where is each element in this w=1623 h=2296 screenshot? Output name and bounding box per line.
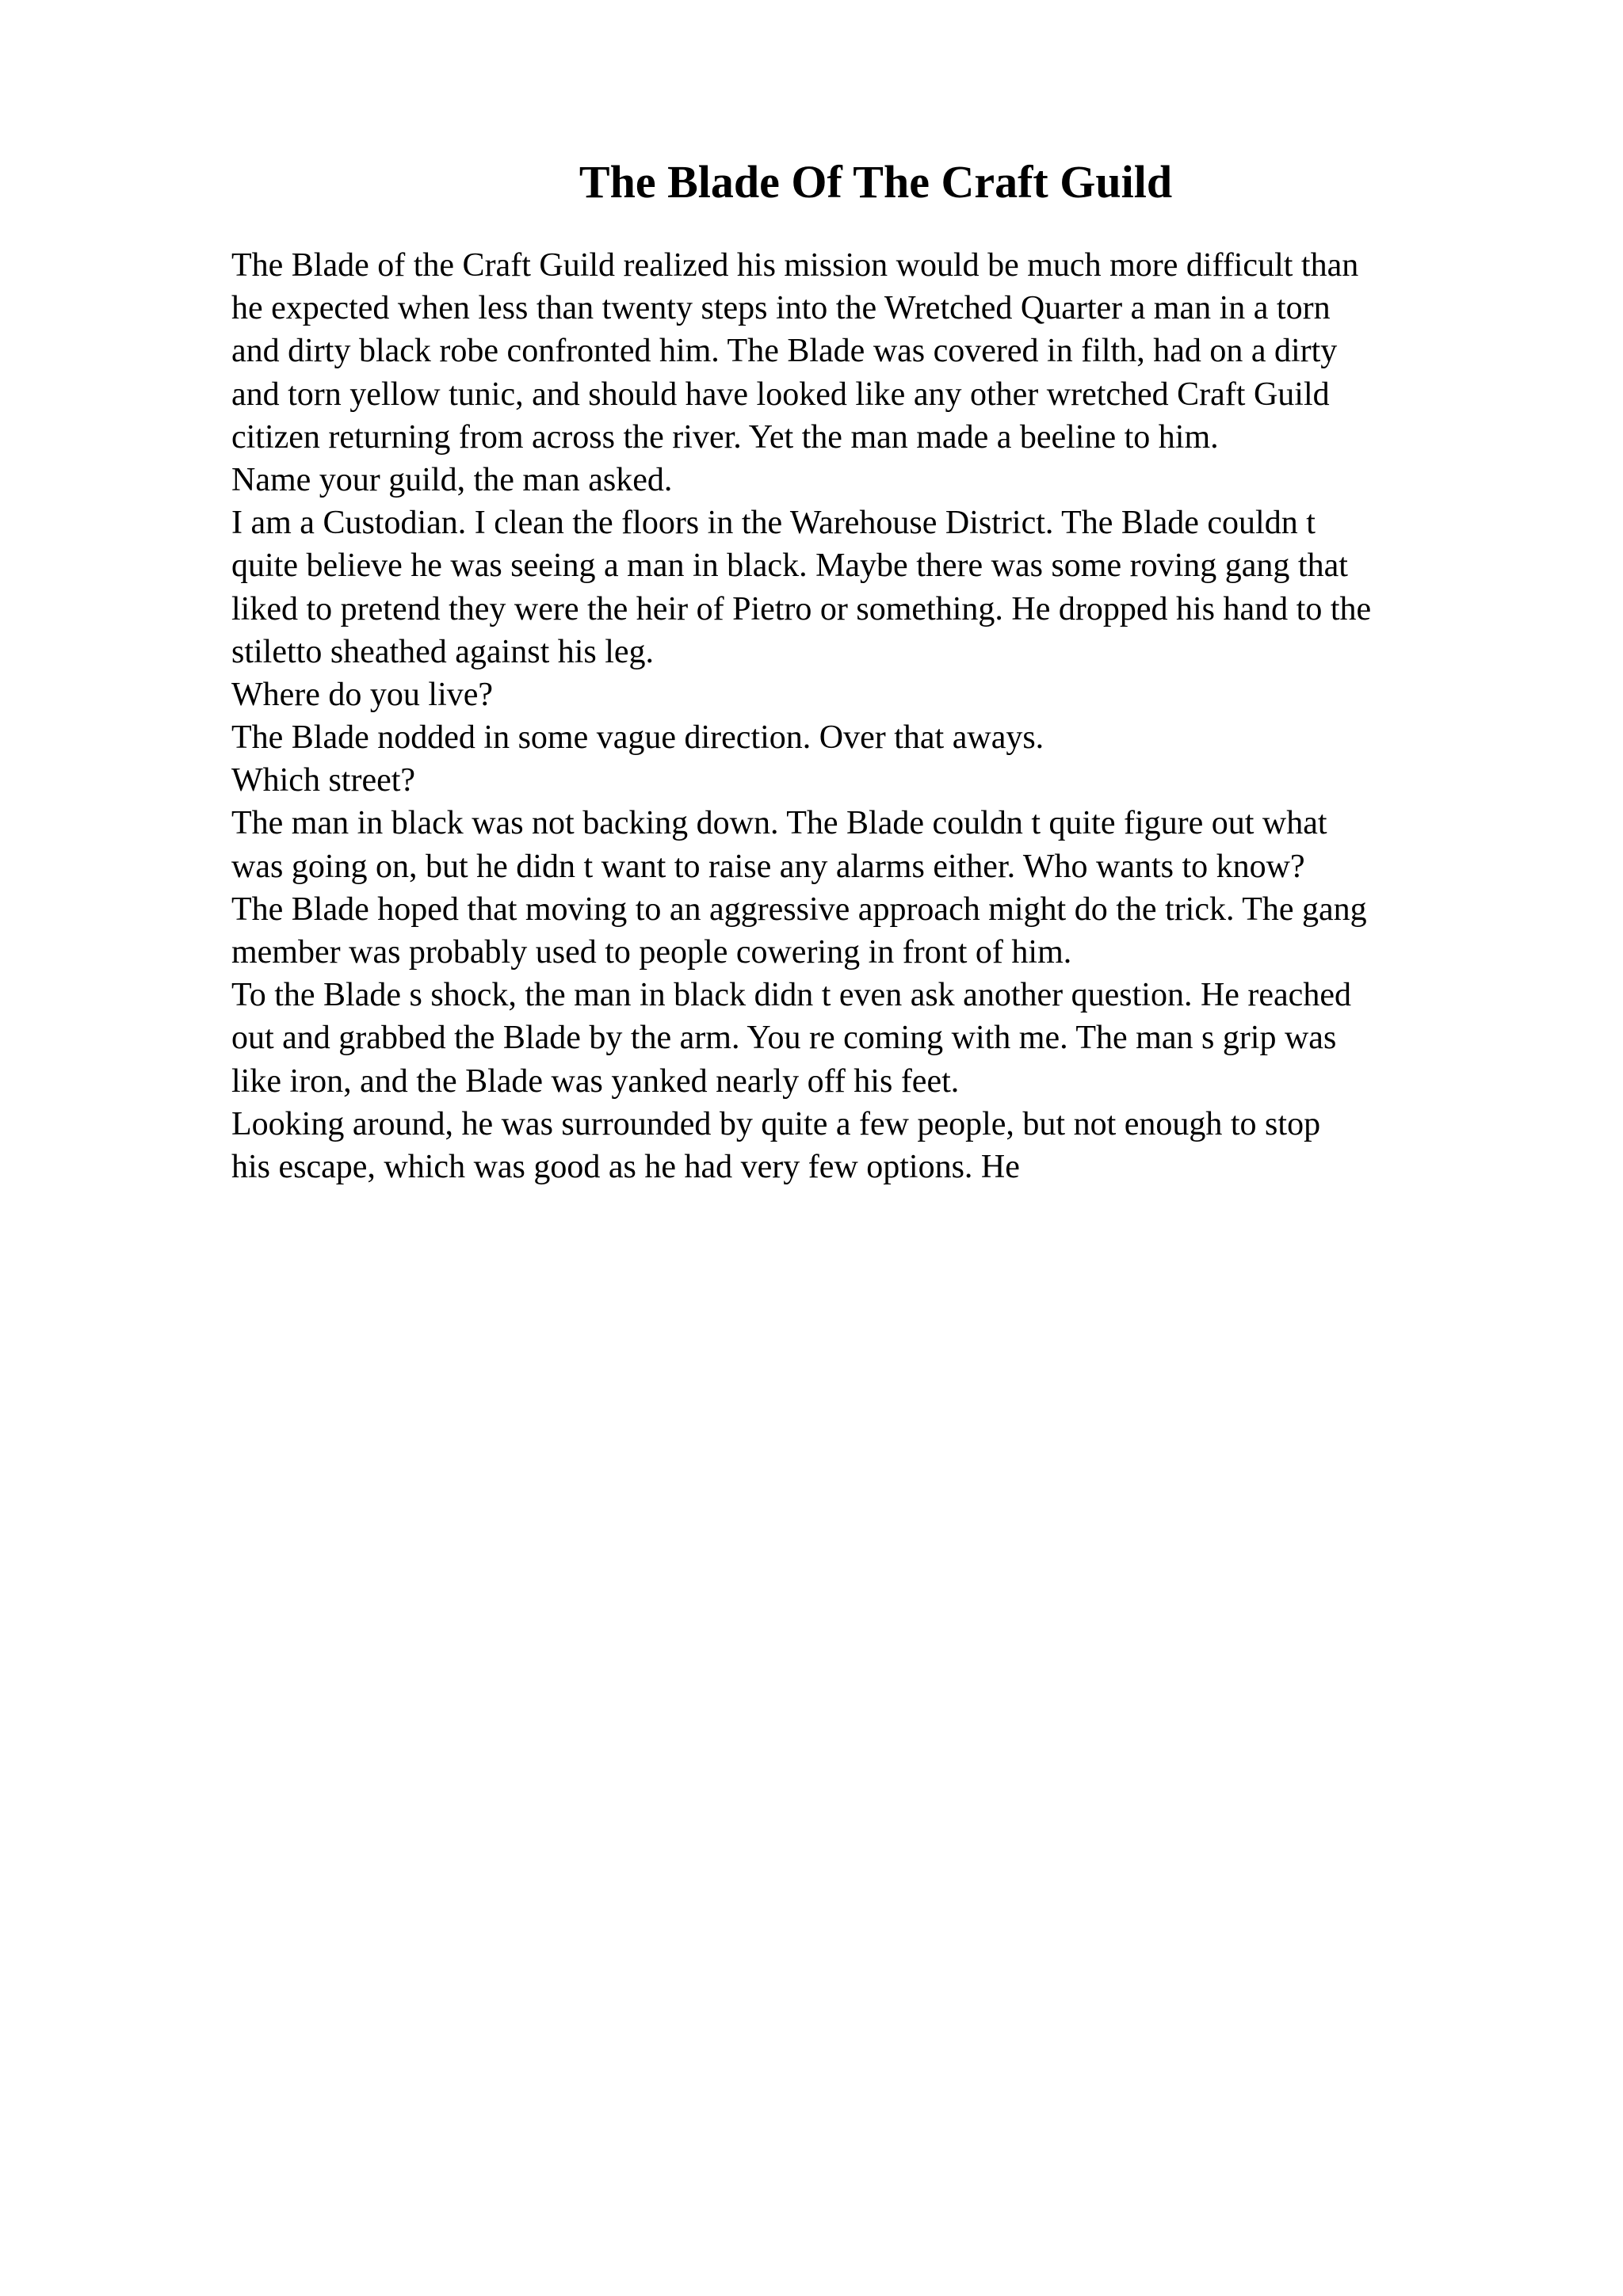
text-line: The Blade nodded in some vague direction. Over that aways.: [231, 719, 1044, 757]
document-title: The Blade Of The Craft Guild: [579, 156, 1173, 208]
text-line: liked to pretend they were the heir of Pietro or something. He dropped his hand to the: [231, 590, 1372, 627]
text-line: like iron, and the Blade was yanked nearly off his feet.: [231, 1062, 960, 1100]
text-line: out and grabbed the Blade by the arm. You re coming with me. The man s grip was: [231, 1020, 1337, 1057]
text-line: stiletto sheathed against his leg.: [231, 633, 655, 670]
text-line: Where do you live?: [231, 676, 494, 713]
text-line: The man in black was not backing down. The Blade couldn t quite figure out what: [231, 805, 1327, 842]
text-line: To the Blade s shock, the man in black didn t even ask another question. He reached: [231, 977, 1351, 1014]
text-line: The Blade hoped that moving to an aggressive approach might do the trick. The gang: [231, 891, 1367, 928]
text-line: his escape, which was good as he had very few options. He: [231, 1148, 1020, 1185]
text-line: member was probably used to people cowering in front of him.: [231, 934, 1072, 971]
text-line: quite believe he was seeing a man in black. Maybe there was some roving gang that: [231, 547, 1348, 585]
document-body: [231, 244, 1515, 1188]
text-line: and torn yellow tunic, and should have looked like any other wretched Craft Guild: [231, 376, 1330, 413]
text-line: Name your guild, the man asked.: [231, 461, 673, 498]
text-line: The Blade of the Craft Guild realized his mission would be much more difficult than: [231, 247, 1359, 284]
text-line: he expected when less than twenty steps into the Wretched Quarter a man in a torn: [231, 290, 1331, 327]
text-line: Looking around, he was surrounded by quite a few people, but not enough to stop: [231, 1105, 1321, 1142]
text-line: Which street?: [231, 762, 416, 799]
text-line: citizen returning from across the river. Yet the man made a beeline to him.: [231, 418, 1219, 456]
text-line: and dirty black robe confronted him. The Blade was covered in filth, had on a dirty: [231, 333, 1338, 370]
text-line: was going on, but he didn t want to raise any alarms either. Who wants to know?: [231, 848, 1305, 885]
text-line: I am a Custodian. I clean the floors in the Warehouse District. The Blade couldn t: [231, 505, 1316, 542]
